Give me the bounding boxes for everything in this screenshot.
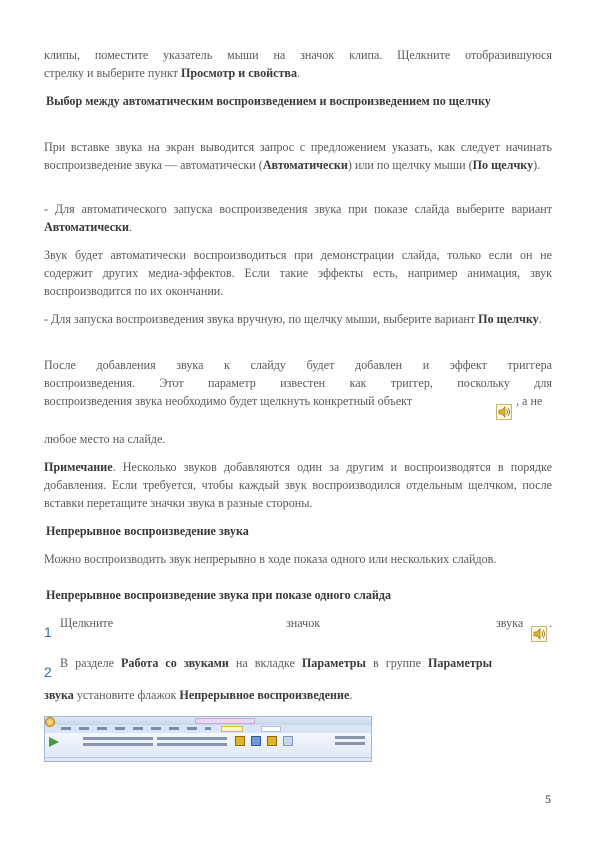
heading-continuous-one-slide: Непрерывное воспроизведение звука при показе одного слайда	[46, 588, 392, 602]
text: в группе	[365, 656, 428, 670]
text: ).	[533, 158, 541, 172]
bold-text: звука	[44, 688, 74, 702]
paragraph-auto-option	[44, 200, 552, 236]
heading-continuous: Непрерывное воспроизведение звука	[46, 524, 249, 538]
paragraph-trigger-3-end	[516, 392, 556, 410]
text: на вкладке	[228, 656, 302, 670]
bold-text: Автоматически	[44, 220, 129, 234]
bold-text: Параметры	[301, 656, 366, 670]
paragraph-click-option	[44, 310, 552, 328]
paragraph-trigger-3	[44, 392, 552, 410]
step-number: 1	[44, 624, 52, 640]
text: значок	[286, 616, 321, 630]
text: .	[297, 66, 301, 80]
text: .	[549, 616, 553, 630]
step-1-text-2	[286, 614, 346, 632]
step-2-line-1	[60, 654, 552, 672]
bold-text: Работа со звуками	[121, 656, 229, 670]
text: .	[349, 688, 353, 702]
text: .	[129, 220, 133, 234]
text: , а не	[516, 394, 543, 408]
text: клипы, поместите указатель мыши на значок клипа. Щелкните отобразившуюся	[44, 48, 552, 62]
ribbon-screenshot	[44, 716, 372, 762]
heading-auto-vs-click: Выбор между автоматическим воспроизведением и воспроизведением по щелчку	[46, 94, 491, 108]
text: ) или по щелчку мыши (	[347, 158, 473, 172]
speaker-icon	[496, 404, 512, 420]
text: В разделе	[60, 656, 122, 670]
paragraph-insert-sound	[44, 138, 552, 174]
bold-text: По щелчку	[478, 312, 539, 326]
bold-text: Непрерывное воспроизведение	[179, 688, 350, 702]
text: установите флажок	[73, 688, 180, 702]
ribbon-title-bar	[45, 717, 371, 725]
paragraph-continuous: Можно воспроизводить звук непрерывно в ходе показа одного или нескольких слайдов.	[44, 552, 497, 566]
text: - Для запуска воспроизведения звука вручную, по щелчку мыши, выберите вариант	[44, 312, 479, 326]
text: Щелкните	[60, 616, 114, 630]
step-1-text	[60, 614, 480, 632]
bold-text: Просмотр и свойства	[180, 66, 297, 80]
paragraph-trigger-4	[44, 430, 552, 448]
page-number: 5	[545, 792, 551, 806]
paragraph-note	[44, 458, 552, 512]
paragraph-auto-play: Звук будет автоматически воспроизводиться при демонстрации слайда, только если он не содержит других медиа-эффектов. Если такие эффекты есть, например анимация, звук воспроизводится по их окончании.	[44, 248, 552, 298]
text: воспроизведения звука необходимо будет щелкнуть конкретный объект	[44, 394, 413, 408]
text: При вставке звука на экран выводится запрос с предложением указать, как следует начинать воспроизведение звука — автоматически (	[44, 140, 552, 172]
bold-text: По щелчку	[472, 158, 534, 172]
bold-text: Примечание	[44, 460, 113, 474]
step-2-line-2	[44, 686, 552, 704]
bold-text: Параметры	[427, 656, 493, 670]
step-number: 2	[44, 664, 52, 680]
bold-text: Автоматически	[262, 158, 348, 172]
text: воспроизведения. Этот параметр известен как триггер, поскольку для	[44, 376, 552, 390]
text: .	[538, 312, 542, 326]
speaker-icon	[531, 626, 547, 642]
text: звука	[496, 616, 524, 630]
step-1-text-4	[549, 614, 557, 632]
ribbon-body	[45, 733, 371, 762]
text: . Несколько звуков добавляются один за другим и воспроизводятся в порядке добавления. Если требуется, чтобы каждый звук воспроизводился отдельным щелчком, после вставки перетащите значки звука в разные стороны.	[44, 460, 552, 510]
text: стрелку и выберите пункт	[44, 66, 181, 80]
text: - Для автоматического запуска воспроизведения звука при показе слайда выберите вариант	[44, 202, 552, 216]
paragraph-clips-cont	[44, 64, 552, 82]
ribbon-tabs	[45, 725, 371, 733]
text: После добавления звука к слайду будет добавлен и эффект триггера	[44, 358, 552, 372]
text: любое место на слайде.	[44, 432, 166, 446]
step-1-text-3	[496, 614, 536, 632]
office-button-icon	[45, 717, 55, 727]
